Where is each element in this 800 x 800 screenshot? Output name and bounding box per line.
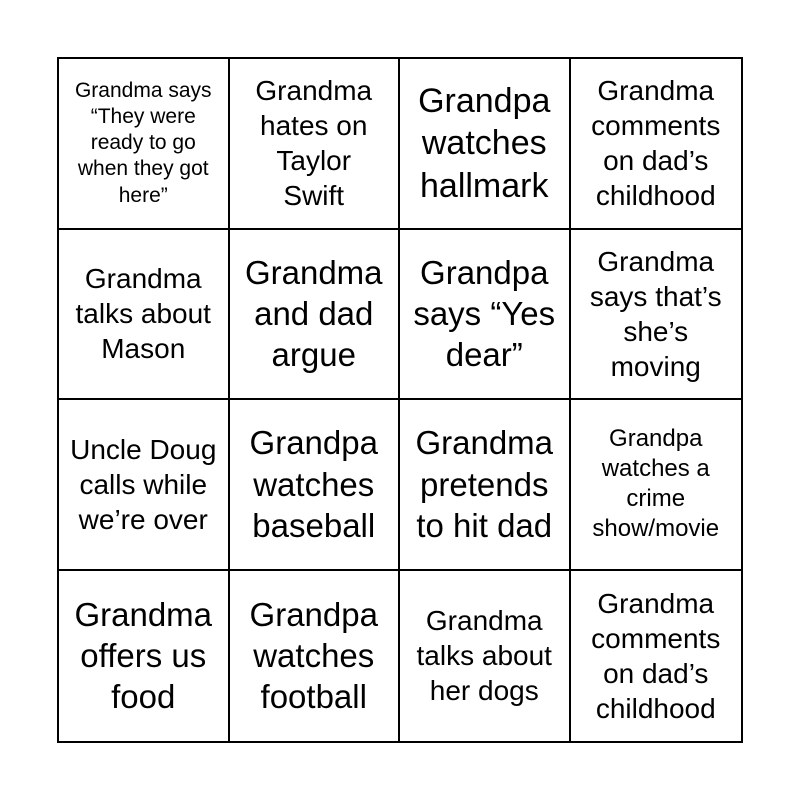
cell-text: Grandpa watches a crime show/movie: [592, 425, 720, 543]
bingo-cell[interactable]: [59, 571, 230, 742]
bingo-cell[interactable]: [230, 571, 401, 742]
cell-text: Grandma hates on Taylor Swift: [255, 75, 373, 212]
cell-text: Grandpa watches football: [249, 595, 378, 716]
bingo-cell[interactable]: [571, 400, 742, 571]
cell-text: Grandpa watches baseball: [249, 424, 378, 544]
bingo-cell[interactable]: [230, 400, 401, 571]
cell-text: Grandpa says “Yes dear”: [413, 253, 556, 374]
bingo-cell[interactable]: [571, 59, 742, 230]
bingo-cell[interactable]: [230, 230, 401, 401]
bingo-cell[interactable]: [571, 230, 742, 401]
cell-text: Grandma comments on dad’s childhood: [591, 75, 721, 212]
bingo-cell[interactable]: [571, 571, 742, 742]
cell-text: Grandma offers us food: [74, 595, 213, 716]
cell-text: Grandpa watches hallmark: [418, 81, 551, 205]
cell-text: Grandma pretends to hit dad: [415, 424, 554, 544]
bingo-cell[interactable]: [230, 59, 401, 230]
cell-text: Uncle Doug calls while we’re over: [70, 433, 217, 535]
bingo-cell[interactable]: [400, 400, 571, 571]
cell-text: Grandma says that’s she’s moving: [589, 245, 722, 382]
cell-text: Grandma comments on dad’s childhood: [591, 587, 721, 724]
bingo-board: [57, 57, 743, 743]
bingo-cell[interactable]: [59, 230, 230, 401]
bingo-cell[interactable]: [400, 230, 571, 401]
bingo-cell[interactable]: [400, 571, 571, 742]
cell-text: Grandma says “They were ready to go when they got here”: [74, 78, 212, 207]
bingo-cell[interactable]: [59, 400, 230, 571]
cell-text: Grandma talks about Mason: [75, 263, 211, 365]
cell-text: Grandma talks about her dogs: [416, 605, 552, 707]
cell-text: Grandma and dad argue: [244, 253, 383, 374]
bingo-cell[interactable]: [59, 59, 230, 230]
bingo-cell[interactable]: [400, 59, 571, 230]
